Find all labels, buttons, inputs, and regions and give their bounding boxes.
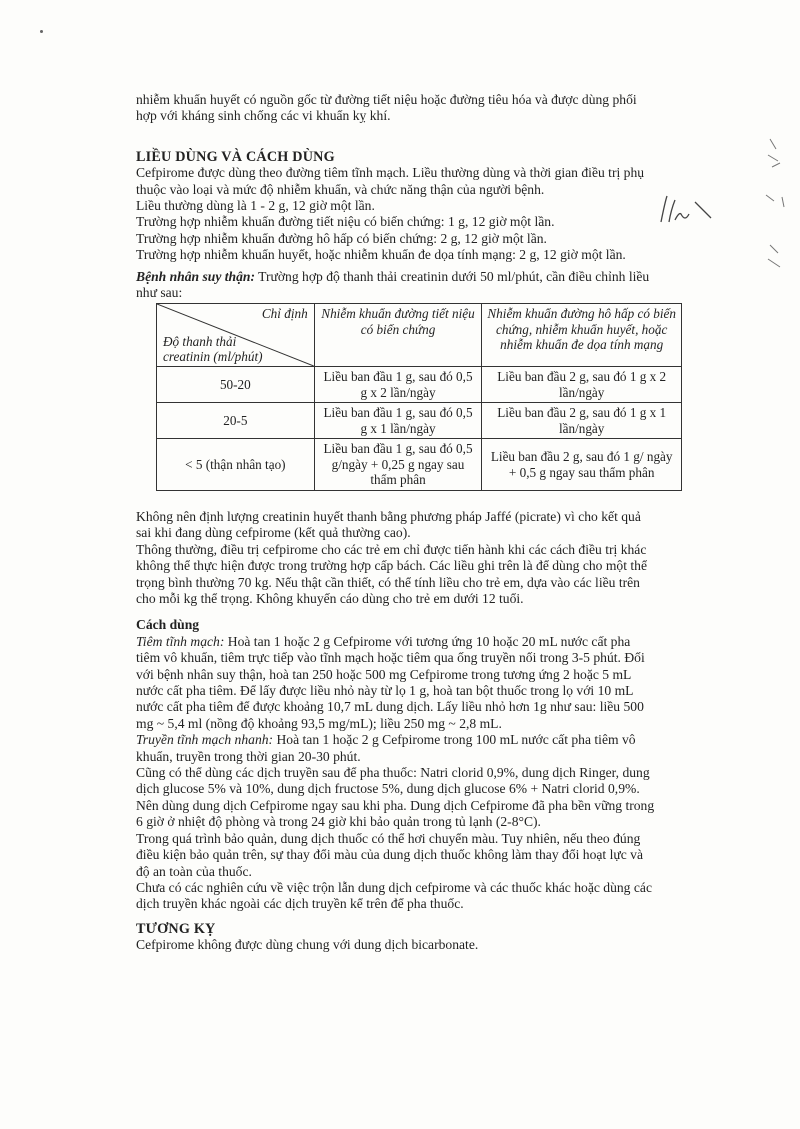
resp-dose-cell: Liều ban đầu 2 g, sau đó 1 g x 1 lần/ngày	[482, 403, 682, 439]
clearance-cell: 20-5	[157, 403, 315, 439]
corner-indication: Chỉ định	[261, 306, 308, 322]
uti-dose-cell: Liều ban đầu 1 g, sau đó 0,5 g/ngày + 0,25 g ngay sau thẩm phân	[314, 439, 482, 491]
dosage-line: Trường hợp nhiễm khuẩn đường tiết niệu có biến chứng: 1 g, 12 giờ một lần.	[136, 214, 555, 230]
infusion-line: dịch glucose 5% và 10%, dung dịch fructose 5%, dung dịch glucose 6% + Natri clorid 0,9%.	[136, 781, 640, 797]
table-corner-cell	[157, 304, 315, 367]
iv-label: Tiêm tĩnh mạch:	[136, 633, 225, 649]
resp-dose-cell: Liều ban đầu 2 g, sau đó 1 g/ ngày + 0,5 g ngay sau thẩm phân	[482, 439, 682, 491]
uti-dose-cell: Liều ban đầu 1 g, sau đó 0,5 g x 2 lần/ngày	[314, 367, 482, 403]
document-page	[136, 92, 711, 954]
dosage-line: thuộc vào loại và mức độ nhiễm khuẩn, và chức năng thận của người bệnh.	[136, 181, 545, 197]
scan-speck	[40, 30, 43, 33]
infusion-line: Chưa có các nghiên cứu về việc trộn lẫn dung dịch cefpirome và các thuốc khác hoặc dùng các	[136, 879, 652, 895]
dosage-line: Cefpirome được dùng theo đường tiêm tĩnh mạch. Liều thường dùng và thời gian điều trị phụ	[136, 165, 645, 181]
infusion-line: độ an toàn của thuốc.	[136, 863, 252, 879]
table-row	[157, 367, 682, 403]
notes-line: Thông thường, điều trị cefpirome cho các trẻ em chỉ được tiến hành khi các cách điều trị khác	[136, 541, 647, 557]
iv-line: nước cất pha tiêm. Để lấy được liều nhỏ này từ lọ 1 g, hoà tan bột thuốc trong lọ với 10 mL	[136, 683, 634, 699]
notes-line: sai khi đang dùng cefpirome (kết quả thường cao).	[136, 525, 411, 541]
incompatibility-heading: TƯƠNG KỴ	[136, 920, 216, 937]
iv-line: mg ~ 5,4 ml (nồng độ khoảng 93,5 mg/mL); liều 250 mg ~ 2,8 mL.	[136, 715, 502, 731]
renal-text-2: như sau:	[136, 285, 183, 301]
infusion-text: Hoà tan 1 hoặc 2 g Cefpirome trong 100 mL nước cất pha tiêm vô	[273, 732, 636, 748]
resp-dose-cell: Liều ban đầu 2 g, sau đó 1 g x 2 lần/ngày	[482, 367, 682, 403]
table-header-row	[157, 304, 682, 367]
incompatibility-text: Cefpirome không được dùng chung với dung dịch bicarbonate.	[136, 937, 479, 953]
dosage-line: Trường hợp nhiễm khuẩn đường hô hấp có biến chứng: 2 g, 12 giờ một lần.	[136, 230, 547, 246]
iv-line: với bệnh nhân suy thận, hoà tan 250 hoặc 500 mg Cefpirome trong tương ứng 2 hoặc 5 mL	[136, 666, 632, 682]
infusion-line: Nên dùng dung dịch Cefpirome ngay sau khi pha. Dung dịch Cefpirome đã pha bền vững trong	[136, 797, 655, 813]
dosage-heading: LIỀU DÙNG VÀ CÁCH DÙNG	[136, 148, 335, 165]
col-header-uti: Nhiễm khuẩn đường tiết niệu có biến chứng	[314, 304, 482, 367]
infusion-line: dịch truyền khác ngoài các dịch truyền kể trên để pha thuốc.	[136, 896, 464, 912]
renal-paragraph	[136, 269, 711, 285]
renal-text: Trường hợp độ thanh thải creatinin dưới 50 ml/phút, cần điều chỉnh liều	[255, 268, 650, 284]
infusion-line: điều kiện bảo quản trên, sự thay đổi màu của dung dịch thuốc không làm thay đổi hoạt lực và	[136, 847, 644, 863]
iv-line: tiêm vô khuẩn, tiêm trực tiếp vào tĩnh mạch hoặc tiêm qua ống truyền nối trong 3-5 phút. Đối	[136, 650, 645, 666]
dosage-line: Liều thường dùng là 1 - 2 g, 12 giờ một lần.	[136, 198, 375, 214]
notes-line: không thể thực hiện được trong trường hợp cấp bách. Các liều ghi trên là để dùng cho một thể	[136, 558, 648, 574]
renal-label: Bệnh nhân suy thận:	[136, 268, 255, 284]
clearance-cell: < 5 (thận nhân tạo)	[157, 439, 315, 491]
infusion-line: khuẩn, truyền trong thời gian 20-30 phút.	[136, 748, 361, 764]
infusion-line: Cũng có thể dùng các dịch truyền sau để pha thuốc: Natri clorid 0,9%, dung dịch Ringer, dung	[136, 765, 650, 781]
infusion-label: Truyền tĩnh mạch nhanh:	[136, 732, 274, 748]
infusion-line: Trong quá trình bảo quản, dung dịch thuốc có thể hơi chuyển màu. Tuy nhiên, nếu theo đúng	[136, 830, 641, 846]
dosage-line: Trường hợp nhiễm khuẩn huyết, hoặc nhiễm khuẩn đe dọa tính mạng: 2 g, 12 giờ một lần.	[136, 247, 626, 263]
iv-text: Hoà tan 1 hoặc 2 g Cefpirome với tương ứng 10 hoặc 20 mL nước cất pha	[224, 633, 631, 649]
infusion-paragraph	[136, 732, 711, 748]
col-header-resp: Nhiễm khuẩn đường hô hấp có biến chứng, nhiễm khuẩn huyết, hoặc nhiễm khuẩn đe dọa tính mạng	[482, 304, 682, 367]
iv-paragraph	[136, 634, 711, 650]
notes-line: trọng bình thường 70 kg. Nếu thật cần thiết, có thể tính liều cho trẻ em, dựa vào các liều trên	[136, 574, 640, 590]
corner-clearance: Độ thanh thải creatinin (ml/phút)	[163, 334, 263, 365]
administration-heading: Cách dùng	[136, 617, 200, 633]
table-row	[157, 439, 682, 491]
intro-line-1: nhiễm khuẩn huyết có nguồn gốc từ đường tiết niệu hoặc đường tiêu hóa và được dùng phối	[136, 92, 637, 107]
uti-dose-cell: Liều ban đầu 1 g, sau đó 0,5 g x 1 lần/ngày	[314, 403, 482, 439]
intro-line-2: hợp với kháng sinh chống các vi khuẩn kỵ khí.	[136, 108, 391, 124]
iv-line: nước cất pha tiêm để được khoảng 10,7 mL dung dịch. Lấy liều nhỏ hơn 1g như sau: liều 500	[136, 699, 644, 715]
table-row	[157, 403, 682, 439]
notes-line: cho mỗi kg thể trọng. Không khuyến cáo dùng cho trẻ em dưới 12 tuổi.	[136, 591, 524, 606]
clearance-cell: 50-20	[157, 367, 315, 403]
infusion-line: 6 giờ ở nhiệt độ phòng và trong 24 giờ khi bảo quản trong tủ lạnh (2-8°C).	[136, 814, 541, 830]
renal-dose-table	[156, 303, 682, 491]
margin-marks	[762, 135, 792, 275]
notes-line: Không nên định lượng creatinin huyết thanh bằng phương pháp Jaffé (picrate) vì cho kết quả	[136, 508, 641, 524]
